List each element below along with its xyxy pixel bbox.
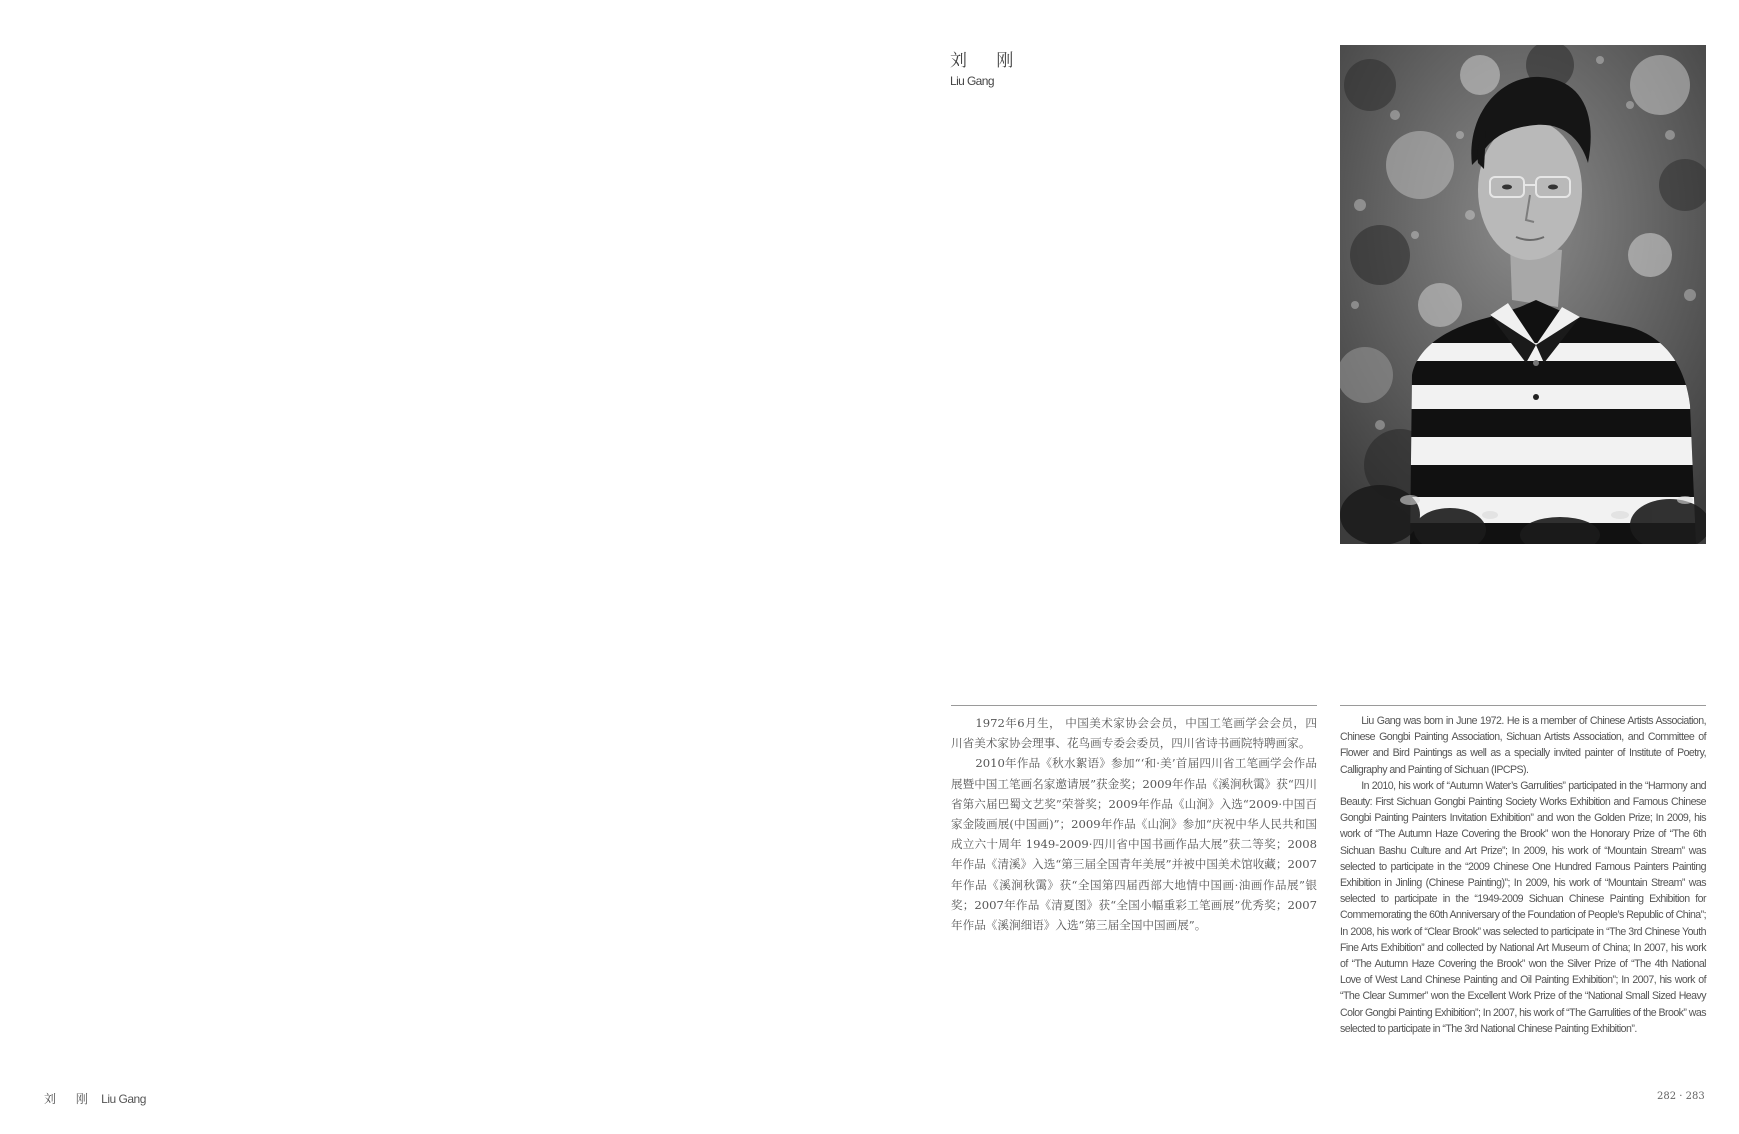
footer-name-chinese: 刘 刚 (44, 1092, 96, 1106)
biography-english-paragraph-1: Liu Gang was born in June 1972. He is a member of Chinese Artists Association, Chinese Gongbi Painting Association, Sichuan Artists Association, and Committee of Flower and Bird Paintings as well as a specially invited painter of Institute of Poetry, Calligraphy and Painting of Sichuan (IPCPS). (1340, 715, 1706, 776)
biography-chinese-paragraph-1: 1972年6月生， 中国美术家协会会员，中国工笔画学会会员，四川省美术家协会理事、花鸟画专委会委员，四川省诗书画院特聘画家。 (951, 716, 1317, 751)
biography-english (1340, 713, 1706, 1037)
page-numbers: 282 · 283 (1657, 1091, 1705, 1102)
running-footer (44, 1090, 146, 1107)
left-page (0, 0, 869, 1134)
artist-name-english: Liu Gang (950, 74, 994, 88)
artist-name-chinese: 刘 刚 (950, 51, 1026, 71)
biography-chinese-paragraph-2: 2010年作品《秋水絮语》参加“‘和·美’首届四川省工笔画学会作品展暨中国工笔画名家邀请展”获金奖；2009年作品《溪涧秋霭》获“四川省第六届巴蜀文艺奖”荣誉奖；2009年作品《山涧》入选“2009·中国百家金陵画展(中国画)”；2009年作品《山涧》参加“庆祝中华人民共和国成立六十周年 1949-2009·四川省中国书画作品大展”获二等奖；2008年作品《清溪》入选“第三届全国青年美展”并被中国美术馆收藏；2007年作品《溪涧秋霭》获“全国第四届西部大地情中国画·油画作品展”银奖；2007年作品《清夏图》获“全国小幅重彩工笔画展”优秀奖；2007年作品《溪涧细语》入选“第三届全国中国画展”。 (951, 756, 1317, 933)
divider-rule-chinese (951, 705, 1317, 706)
biography-english-paragraph-2: In 2010, his work of “Autumn Water’s Garrulities” participated in the “Harmony and Beauty: First Sichuan Gongbi Painting Society Works Exhibition and Famous Chinese Gongbi Painting Painters Invitation Exhibition” and won the Golden Prize; In 2009, his work of “The Autumn Haze Covering the Brook” won the Honorary Prize of “The 6th Sichuan Bashu Culture and Art Prize”; In 2009, his work of “Mountain Stream” was selected to participate in the “2009 Chinese One Hundred Famous Painters Painting Exhibition in Jinling (Chinese Painting)”; In 2009, his work of “Mountain Stream” was selected to participate in the “1949-2009 Sichuan Chinese Painting Exhibition for Commemorating the 60th Anniversary of the Foundation of People’s Republic of China”; In 2008, his work of “Clear Brook” was selected to participate in “The 3rd Chinese Youth Fine Arts Exhibition” and collected by National Art Museum of China; In 2007, his work of “The Autumn Haze Covering the Brook” won the Silver Prize of “The 4th National Love of West Land Chinese Painting and Oil Painting Exhibition”; In 2007, his work of “The Clear Summer” won the Excellent Work Prize of the “National Small Sized Heavy Color Gongbi Painting Exhibition”; In 2007, his work of “The Garrulities of the Brook” was selected to participate in “The 3rd National Chinese Painting Exhibition”. (1340, 779, 1706, 1035)
footer-name-english: Liu Gang (101, 1092, 146, 1106)
divider-rule-english (1340, 705, 1706, 706)
portrait-photo (1340, 45, 1706, 544)
biography-chinese (951, 713, 1317, 935)
